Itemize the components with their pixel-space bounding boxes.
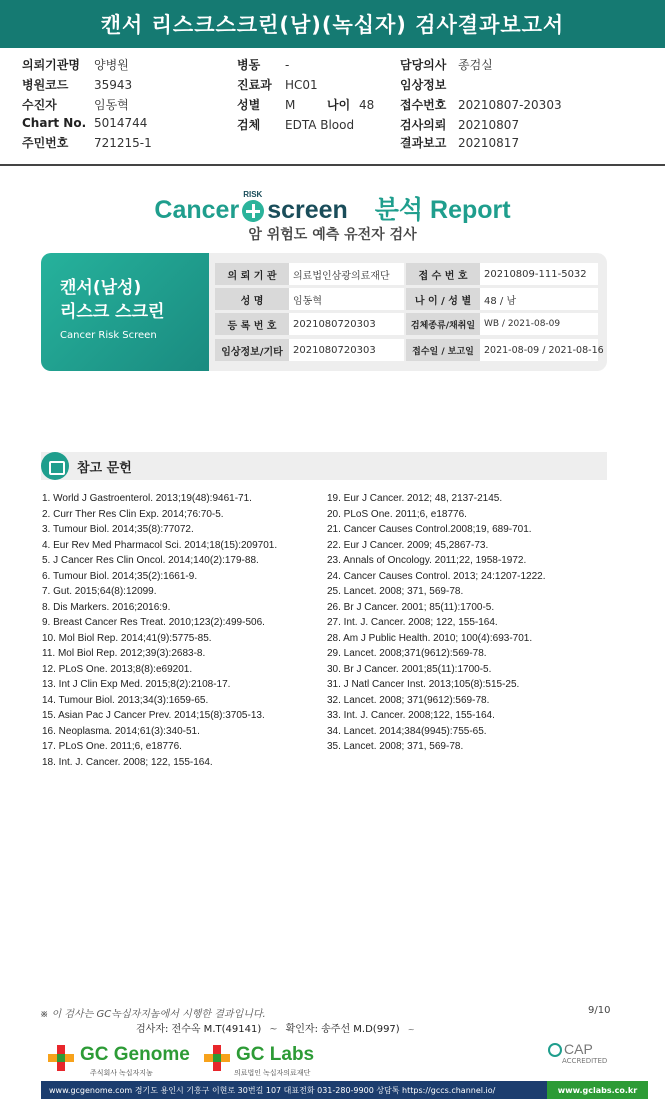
reference-item: 11. Mol Biol Rep. 2012;39(3):2683-8.	[42, 648, 206, 659]
reference-item: 8. Dis Markers. 2016;2016:9.	[42, 601, 171, 613]
header-label: 임상정보	[400, 78, 447, 92]
reference-item: 33. Int. J. Cancer. 2008;122, 155-164.	[327, 710, 495, 721]
cap-accredited-badge	[548, 1043, 612, 1073]
header-row-institution	[22, 56, 129, 73]
info-value: 48 / 남	[480, 288, 598, 310]
header-label: 검체	[237, 118, 261, 132]
book-icon	[41, 452, 69, 480]
header-label: 성별	[237, 98, 261, 112]
tester-signature: ~	[269, 1024, 278, 1035]
cap-text: CAP	[564, 1041, 593, 1057]
header-row-request-date	[400, 116, 519, 133]
info-value: 임동혁	[289, 288, 404, 310]
header-value: EDTA Blood	[285, 118, 355, 132]
reference-item: 29. Lancet. 2008;371(9612):569-78.	[327, 648, 487, 659]
card-subtitle: Cancer Risk Screen	[60, 330, 157, 341]
gc-genome-name: GC Genome	[80, 1044, 190, 1065]
info-label: 등 록 번 호	[215, 313, 289, 335]
report-title: 캔서 리스크스크린(남)(녹십자) 검사결과보고서	[100, 13, 565, 37]
info-label: 접수일 / 보고일	[406, 339, 480, 361]
header-value: M	[285, 98, 296, 112]
reference-item: 10. Mol Biol Rep. 2014;41(9):5775-85.	[42, 632, 212, 644]
logo-cancer-text: Cancer	[154, 196, 240, 224]
header-label: 결과보고	[400, 136, 447, 150]
header-row-patient	[22, 96, 129, 113]
reference-item: 5. J Cancer Res Clin Oncol. 2014;140(2):179-88.	[42, 555, 259, 566]
gc-labs-name: GC Labs	[236, 1044, 315, 1065]
reference-item: 17. PLoS One. 2011;6, e18776.	[42, 741, 182, 752]
info-value: 2021080720303	[289, 339, 404, 361]
header-label: 접수번호	[400, 98, 447, 112]
header-row-hospital-code	[22, 76, 132, 93]
header-value: 48	[359, 98, 375, 112]
info-value: 2021080720303	[289, 313, 404, 335]
reference-item: 26. Br J Cancer. 2001; 85(11):1700-5.	[327, 601, 495, 613]
reference-item: 15. Asian Pac J Cancer Prev. 2014;15(8):3705-13.	[42, 710, 265, 721]
header-row-resident-no	[22, 134, 152, 151]
info-label: 의 뢰 기 관	[215, 263, 289, 285]
reference-item: 16. Neoplasma. 2014;61(3):340-51.	[42, 725, 200, 737]
reference-item: 27. Int. J. Cancer. 2008; 122, 155-164.	[327, 617, 498, 628]
header-label: 담당의사	[400, 58, 447, 72]
footer-website: www.gclabs.co.kr	[557, 1085, 638, 1095]
reference-item: 34. Lancet. 2014;384(9945):755-65.	[327, 725, 487, 737]
header-value: 20210807	[458, 118, 520, 132]
gc-genome-sub: 주식회사 녹십자지놈	[90, 1070, 153, 1077]
header-row-report-date	[400, 134, 519, 151]
header-value: 종검실	[458, 58, 493, 72]
reference-item: 18. Int. J. Cancer. 2008; 122, 155-164.	[42, 756, 213, 768]
header-value: 5014744	[94, 116, 148, 130]
footer-address: www.gcgenome.com 경기도 용인시 기흥구 이현로 30번길 107 대표전화 031-280-9900 상담톡 https://gccs.channel.io/	[49, 1085, 496, 1095]
reference-item: 22. Eur J Cancer. 2009; 45,2867-73.	[327, 539, 489, 551]
report-subtitle: 암 위험도 예측 유전자 검사	[248, 227, 417, 243]
header-value: 임동혁	[94, 98, 129, 112]
header-row-sex-age	[237, 96, 374, 113]
reference-item: 12. PLoS One. 2013;8(8):e69201.	[42, 663, 193, 675]
references-title: 참고 문헌	[77, 461, 132, 476]
reference-item: 14. Tumour Biol. 2013;34(3):1659-65.	[42, 694, 209, 706]
gc-genome-logo	[48, 1043, 198, 1077]
footer-address-bar	[41, 1081, 607, 1099]
gc-cross-icon	[48, 1045, 74, 1071]
references-list-left	[42, 491, 277, 770]
header-row-department	[237, 76, 318, 93]
logo-risk-text: RISK	[243, 190, 263, 200]
cap-seal-icon	[548, 1043, 562, 1057]
reference-item: 19. Eur J Cancer. 2012; 48, 2137-2145.	[327, 493, 503, 504]
reference-item: 2. Curr Ther Res Clin Exp. 2014;76:70-5.	[42, 508, 224, 520]
reference-item: 4. Eur Rev Med Pharmacol Sci. 2014;18(15):209701.	[42, 539, 278, 551]
header-label: 병동	[237, 58, 261, 72]
reference-item: 7. Gut. 2015;64(8):12099.	[42, 586, 157, 597]
confirmer-name: 확인자: 송주선 M.D(997)	[285, 1024, 400, 1035]
confirmer-signature: ~	[407, 1025, 415, 1034]
header-row-ward	[237, 56, 289, 73]
header-row-specimen	[237, 116, 354, 133]
header-value: -	[285, 58, 290, 72]
logo-report-text: 분석 Report	[374, 196, 511, 224]
signatures	[136, 1020, 422, 1035]
header-label: 수진자	[22, 98, 57, 112]
header-value: HC01	[285, 78, 318, 92]
header-label: 진료과	[237, 78, 272, 92]
reference-item: 35. Lancet. 2008; 371, 569-78.	[327, 741, 464, 752]
report-title-bar	[0, 0, 665, 48]
info-value: 의료법인삼광의료재단	[289, 263, 404, 285]
gc-labs-logo	[204, 1043, 324, 1077]
info-value: 2021-08-09 / 2021-08-16	[480, 339, 598, 361]
reference-item: 6. Tumour Biol. 2014;35(2):1661-9.	[42, 570, 198, 582]
reference-item: 23. Annals of Oncology. 2011;22, 1958-1972.	[327, 555, 527, 566]
header-value: 20210807-20303	[458, 98, 562, 112]
reference-item: 21. Cancer Causes Control.2008;19, 689-701.	[327, 524, 532, 535]
header-row-chart-no	[22, 116, 147, 130]
reference-item: 20. PLoS One. 2011;6, e18776.	[327, 508, 467, 520]
card-title-line2: 리스크 스크린	[60, 302, 165, 322]
tester-name: 검사자: 전수옥 M.T(49141)	[136, 1024, 262, 1035]
info-label: 성 명	[215, 288, 289, 310]
header-label: 병원코드	[22, 78, 69, 92]
header-value: 20210817	[458, 136, 520, 150]
footer-website-bar	[547, 1081, 648, 1099]
card-title-line1: 캔서(남성)	[60, 278, 142, 298]
header-row-clinical-info	[400, 76, 458, 93]
reference-item: 9. Breast Cancer Res Treat. 2010;123(2):499-506.	[42, 617, 265, 628]
info-label: 검체종류/채취일	[406, 313, 480, 335]
footer-note: ※ 이 검사는 GC녹십자지놈에서 시행한 결과입니다.	[40, 1009, 266, 1020]
page-number: 9/10	[588, 1005, 611, 1016]
header-label: 나이	[327, 98, 351, 112]
header-label: 의뢰기관명	[22, 58, 80, 72]
info-value: WB / 2021-08-09	[480, 313, 598, 335]
info-label: 나 이 / 성 별	[406, 288, 480, 310]
test-name-card	[41, 253, 209, 371]
info-value: 20210809-111-5032	[480, 263, 598, 285]
header-label: Chart No.	[22, 116, 87, 130]
reference-item: 13. Int J Clin Exp Med. 2015;8(2):2108-17.	[42, 679, 231, 690]
reference-item: 1. World J Gastroenterol. 2013;19(48):9461-71.	[42, 493, 252, 504]
header-row-doctor	[400, 56, 493, 73]
info-label: 접 수 번 호	[406, 263, 480, 285]
header-value: 양병원	[94, 58, 129, 72]
header-label: 주민번호	[22, 136, 69, 150]
reference-item: 25. Lancet. 2008; 371, 569-78.	[327, 586, 464, 597]
reference-item: 3. Tumour Biol. 2014;35(8):77072.	[42, 524, 194, 535]
header-value: 721215-1	[94, 136, 152, 150]
reference-item: 32. Lancet. 2008; 371(9612):569-78.	[327, 694, 490, 706]
info-label: 임상정보/기타	[215, 339, 289, 361]
reference-item: 31. J Natl Cancer Inst. 2013;105(8):515-25.	[327, 679, 520, 690]
reference-item: 28. Am J Public Health. 2010; 100(4):693-701.	[327, 632, 533, 644]
patient-header	[0, 48, 665, 166]
cancer-risk-screen-logo	[0, 190, 665, 226]
cap-sub-text: ACCREDITED	[562, 1057, 608, 1065]
header-label: 검사의뢰	[400, 118, 447, 132]
references-header	[41, 452, 607, 480]
header-row-receipt-no	[400, 96, 562, 113]
reference-item: 24. Cancer Causes Control. 2013; 24:1207-1222.	[327, 570, 546, 582]
header-value: 35943	[94, 78, 133, 92]
references-list-right	[327, 491, 545, 755]
reference-item: 30. Br J Cancer. 2001;85(11):1700-5.	[327, 663, 492, 675]
gc-cross-icon	[204, 1045, 230, 1071]
plus-badge-icon	[242, 190, 264, 222]
logo-screen-text: screen	[267, 196, 348, 224]
gc-labs-sub: 의료법인 녹십자의료재단	[234, 1070, 311, 1077]
